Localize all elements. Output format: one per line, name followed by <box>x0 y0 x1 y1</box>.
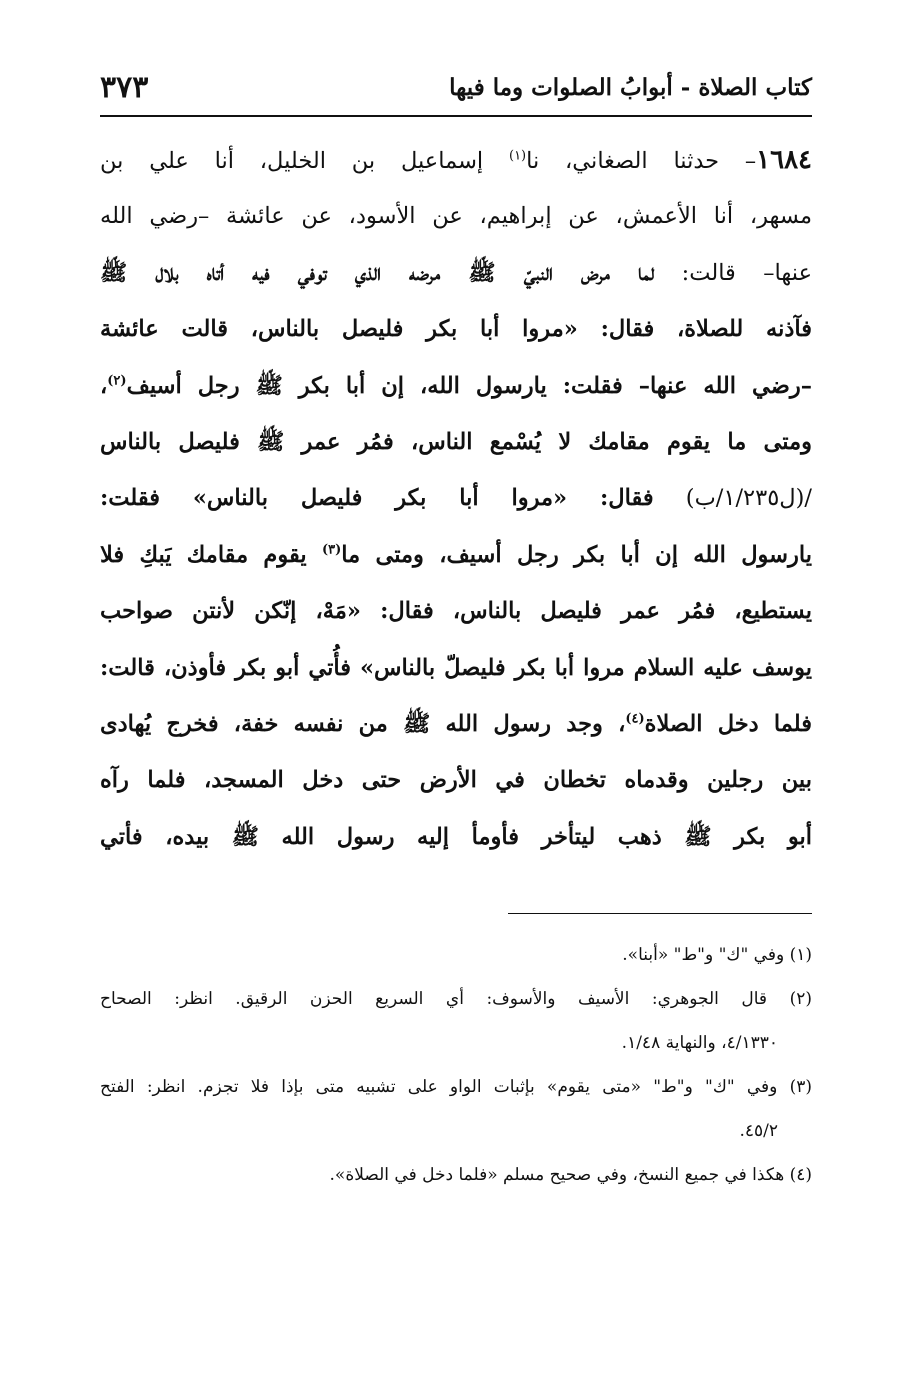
footnote-2: (٢) قال الجوهري: الأسيف والأسوف: أي السريع الحزن الرقيق. انظر: الصحاح <box>100 989 812 1009</box>
hadith-number: ١٦٨٤ <box>756 145 812 175</box>
footnote-ref-3: (٣) <box>321 542 342 558</box>
footnote-divider <box>508 913 812 914</box>
text-line-3 <box>100 245 812 301</box>
text-line-9: يستطيع، فمُر عمر فليصل بالناس، فقال: «مَهْ، إنّكن لأنتن صواحب <box>100 598 812 625</box>
footnotes <box>100 933 812 1197</box>
text-line-7 <box>100 470 812 526</box>
text-line-13: أبو بكر ﷺ ذهب ليتأخر فأومأ إليه رسول الله ﷺ بيده، فأتي <box>100 823 812 850</box>
text-line-10: يوسف عليه السلام مروا أبا بكر فليصلّ بالناس» فأُتي أبو بكر فأوذن، قالت: <box>100 654 812 681</box>
footnote-4: (٤) هكذا في جميع النسخ، وفي صحيح مسلم «فلما دخل في الصلاة». <box>329 1165 812 1185</box>
text-line-12: بين رجلين وقدماه تخطان في الأرض حتى دخل المسجد، فلما رآه <box>100 767 812 794</box>
footnote-ref-2: (٢) <box>107 373 127 389</box>
line-1-text: – حدثنا الصغاني، نا <box>526 148 757 174</box>
footnote-2-continued: ٤/١٣٣٠، والنهاية ١/٤٨. <box>621 1033 778 1053</box>
line-8-a: يارسول الله إن أبا بكر رجل أسيف، ومتى ما <box>341 541 813 568</box>
line-3-plain: عنها– قالت: <box>654 259 812 286</box>
text-line-4: فآذنه للصلاة، فقال: «مروا أبا بكر فليصل بالناس، قالت عائشة <box>100 316 812 343</box>
footnote-3-continued: ٤٥/٢. <box>739 1121 778 1141</box>
text-line-8 <box>100 527 812 583</box>
text-line-6: ومتى ما يقوم مقامك لا يُسْمع الناس، فمُر عمر ﷺ فليصل بالناس <box>100 428 812 455</box>
page-number: ٣٧٣ <box>100 70 149 105</box>
footnote-3: (٣) وفي "ك" و"ط" «متى يقوم» بإثبات الواو على تشبيه متى بإذا فلا تجزم. انظر: الفتح <box>100 1077 812 1097</box>
line-8-b: يقوم مقامك يَبكِ فلا <box>100 541 322 568</box>
text-line-5 <box>100 358 812 414</box>
footnote-1: (١) وفي "ك" و"ط" «أبنا». <box>622 945 812 965</box>
text-line-2: مسهر، أنا الأعمش، عن إبراهيم، عن الأسود، عن عائشة –رضي الله <box>100 203 812 230</box>
footnote-ref-1: (١) <box>508 148 527 164</box>
line-5-text: –رضي الله عنها– فقلت: يارسول الله، إن أبا بكر ﷺ رجل أسيف <box>126 372 812 399</box>
text-line-1 <box>100 132 812 188</box>
line-5-end: ، <box>100 372 108 399</box>
line-3-bold: لما مرض النبيّ ﷺ مرضه الذي توفي فيه أتاه بلال ﷺ <box>100 259 655 286</box>
running-header <box>100 72 812 112</box>
footnote-ref-4: (٤) <box>625 711 645 727</box>
header-title: كتاب الصلاة - أبوابُ الصلوات وما فيها <box>449 74 812 101</box>
hadith-text <box>100 132 812 865</box>
header-divider <box>100 115 812 117</box>
line-1-rest: إسماعيل بن الخليل، أنا علي بن <box>100 148 509 174</box>
line-11-b: ، وجد رسول الله ﷺ من نفسه خفة، فخرج يُهادى <box>100 710 626 737</box>
line-11-a: فلما دخل الصلاة <box>644 710 812 737</box>
line-7-bold: فقال: «مروا أبا بكر فليصل بالناس» فقلت: <box>100 485 654 512</box>
line-7-plain: /(ل١/٢٣٥/ب) <box>653 485 812 512</box>
text-line-11 <box>100 696 812 752</box>
